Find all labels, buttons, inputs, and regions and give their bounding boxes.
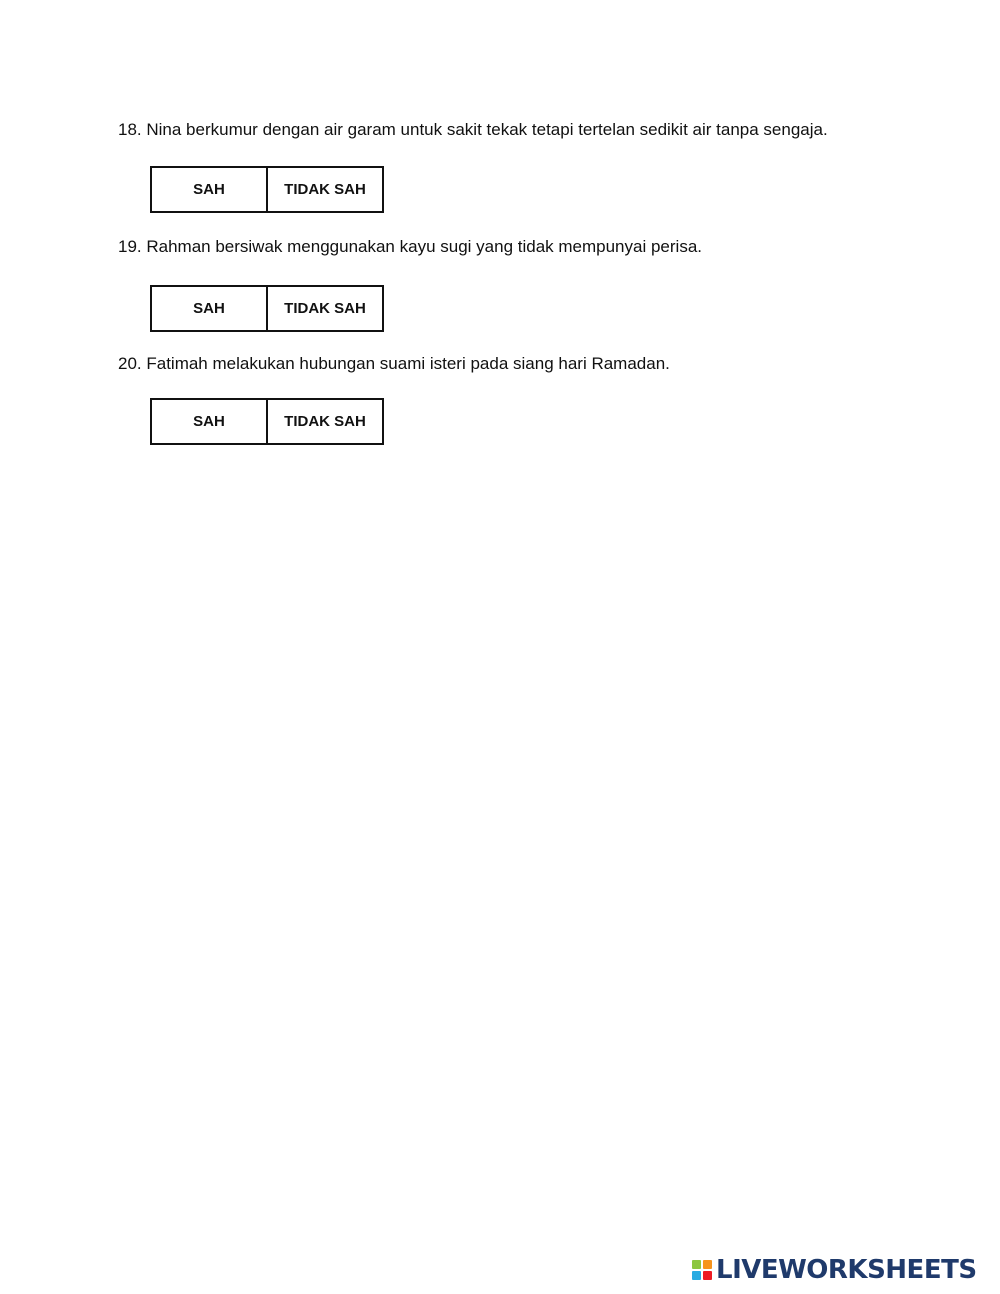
question-20-answer-table [150,398,384,445]
logo-square-icon [692,1260,701,1269]
question-20-option-sah[interactable]: SAH [193,413,225,430]
question-18-answer-table [150,166,384,213]
logo-square-icon [692,1271,701,1280]
question-19-option-sah[interactable]: SAH [193,300,225,317]
question-18-option-tidak-sah[interactable]: TIDAK SAH [266,168,382,211]
question-18-option-sah[interactable]: SAH [193,181,225,198]
question-20-option-tidak-sah[interactable]: TIDAK SAH [266,400,382,443]
brand-name: LIVEWORKSHEETS [716,1255,977,1285]
question-19-text: 19. Rahman bersiwak menggunakan kayu sugi yang tidak mempunyai perisa. [118,237,702,256]
question-20-text: 20. Fatimah melakukan hubungan suami isteri pada siang hari Ramadan. [118,354,670,373]
question-19-option-tidak-sah[interactable]: TIDAK SAH [266,287,382,330]
liveworksheets-brand [692,1255,977,1285]
logo-square-icon [703,1260,712,1269]
liveworksheets-logo-icon [692,1260,712,1280]
question-19-answer-table [150,285,384,332]
question-18-text: 18. Nina berkumur dengan air garam untuk sakit tekak tetapi tertelan sedikit air tanpa sengaja. [118,120,828,139]
logo-square-icon [703,1271,712,1280]
